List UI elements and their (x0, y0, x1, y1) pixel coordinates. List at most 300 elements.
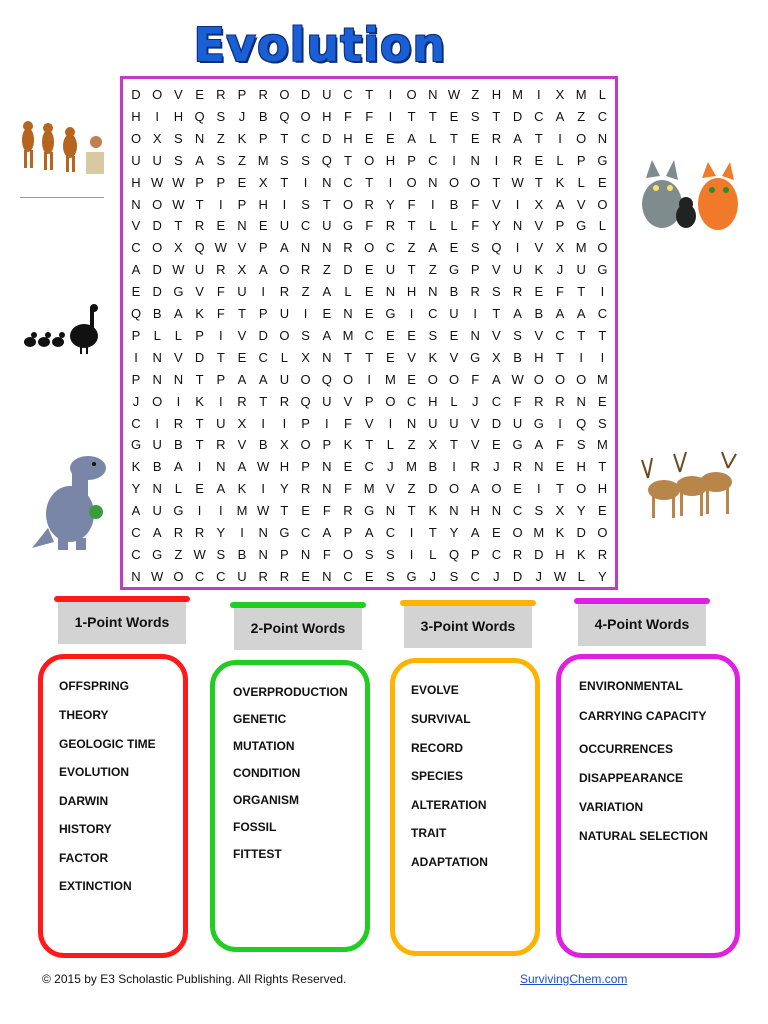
grid-letter[interactable]: N (597, 130, 608, 146)
grid-letter[interactable]: F (471, 371, 480, 387)
grid-letter[interactable]: F (216, 306, 225, 321)
grid-letter[interactable]: S (216, 546, 226, 562)
grid-letter[interactable]: I (388, 108, 393, 124)
grid-letter[interactable]: O (491, 481, 502, 497)
grid-letter[interactable]: Z (238, 152, 246, 168)
grid-letter[interactable]: O (152, 87, 163, 102)
grid-letter[interactable]: F (556, 437, 564, 453)
grid-letter[interactable]: V (364, 415, 374, 431)
grid-letter[interactable]: K (131, 459, 141, 475)
grid-letter[interactable]: Y (492, 218, 501, 234)
grid-letter[interactable]: W (447, 87, 461, 102)
grid-letter[interactable]: T (598, 327, 607, 343)
grid-letter[interactable]: W (214, 240, 227, 256)
grid-letter[interactable]: A (470, 481, 480, 497)
grid-letter[interactable]: F (322, 546, 331, 562)
grid-letter[interactable]: Z (322, 262, 331, 278)
grid-letter[interactable]: I (218, 327, 223, 343)
grid-letter[interactable]: C (385, 240, 396, 256)
grid-letter[interactable]: Q (279, 108, 290, 124)
grid-letter[interactable]: C (406, 393, 417, 409)
grid-letter[interactable]: A (407, 130, 416, 146)
grid-letter[interactable]: O (470, 174, 481, 190)
grid-letter[interactable]: G (130, 437, 142, 453)
grid-letter[interactable]: M (342, 327, 354, 343)
grid-letter[interactable]: O (576, 130, 587, 146)
grid-letter[interactable]: S (216, 152, 226, 168)
grid-letter[interactable]: O (576, 481, 587, 497)
grid-letter[interactable]: I (388, 87, 393, 102)
grid-letter[interactable]: L (174, 481, 182, 497)
grid-letter[interactable]: I (367, 371, 371, 387)
grid-letter[interactable]: E (131, 284, 141, 300)
grid-letter[interactable]: I (261, 284, 265, 300)
grid-letter[interactable]: Z (407, 437, 416, 453)
grid-letter[interactable]: U (512, 415, 523, 431)
grid-letter[interactable]: O (364, 152, 375, 168)
grid-letter[interactable]: R (300, 481, 311, 497)
grid-letter[interactable]: R (555, 393, 565, 409)
grid-letter[interactable]: M (533, 525, 545, 540)
grid-letter[interactable]: R (300, 262, 311, 278)
grid-letter[interactable]: K (195, 393, 204, 409)
grid-letter[interactable]: B (258, 108, 268, 124)
grid-letter[interactable]: V (174, 349, 183, 365)
grid-letter[interactable]: B (258, 437, 268, 453)
grid-letter[interactable]: U (237, 568, 247, 584)
grid-letter[interactable]: E (386, 130, 395, 146)
grid-letter[interactable]: C (258, 349, 268, 365)
grid-letter[interactable]: S (364, 546, 374, 562)
grid-letter[interactable]: T (556, 349, 564, 365)
grid-letter[interactable]: L (429, 130, 437, 146)
grid-letter[interactable]: M (575, 87, 587, 102)
grid-letter[interactable]: T (280, 130, 289, 146)
grid-letter[interactable]: D (258, 327, 268, 343)
grid-letter[interactable]: O (533, 371, 544, 387)
grid-letter[interactable]: C (597, 108, 608, 124)
grid-letter[interactable]: D (131, 87, 141, 102)
grid-letter[interactable]: S (216, 108, 226, 124)
grid-letter[interactable]: C (300, 218, 311, 234)
grid-letter[interactable]: V (195, 284, 204, 300)
grid-letter[interactable]: C (512, 503, 523, 519)
grid-letter[interactable]: L (577, 568, 585, 584)
grid-letter[interactable]: H (491, 87, 502, 102)
grid-letter[interactable]: G (576, 218, 587, 234)
grid-letter[interactable]: C (131, 415, 141, 431)
grid-letter[interactable]: E (513, 481, 522, 497)
grid-letter[interactable]: V (470, 415, 480, 431)
grid-letter[interactable]: N (385, 503, 396, 519)
grid-letter[interactable]: I (558, 415, 562, 431)
grid-letter[interactable]: F (216, 284, 225, 300)
grid-letter[interactable]: N (576, 393, 586, 409)
grid-letter[interactable]: P (470, 262, 480, 278)
grid-letter[interactable]: W (511, 371, 524, 387)
grid-letter[interactable]: Q (321, 371, 332, 387)
grid-letter[interactable]: S (386, 568, 395, 584)
grid-letter[interactable]: I (536, 87, 541, 102)
grid-letter[interactable]: E (386, 349, 395, 365)
grid-letter[interactable]: I (515, 196, 520, 212)
grid-letter[interactable]: A (237, 459, 247, 475)
grid-letter[interactable]: C (534, 108, 544, 124)
grid-letter[interactable]: N (237, 218, 247, 234)
grid-letter[interactable]: V (470, 437, 480, 453)
grid-letter[interactable]: N (406, 415, 417, 431)
grid-letter[interactable]: C (300, 525, 311, 540)
grid-letter[interactable]: O (427, 371, 438, 387)
grid-letter[interactable]: O (130, 130, 142, 146)
grid-letter[interactable]: J (493, 568, 500, 584)
grid-letter[interactable]: S (449, 568, 459, 584)
grid-letter[interactable]: I (452, 152, 456, 168)
grid-letter[interactable]: G (385, 306, 396, 321)
grid-letter[interactable]: D (534, 546, 544, 562)
grid-letter[interactable]: L (153, 327, 161, 343)
grid-letter[interactable]: K (534, 262, 544, 278)
grid-letter[interactable]: N (322, 174, 332, 190)
grid-letter[interactable]: O (152, 196, 163, 212)
grid-letter[interactable]: R (343, 503, 353, 519)
grid-letter[interactable]: F (365, 218, 374, 234)
grid-letter[interactable]: H (322, 108, 332, 124)
grid-letter[interactable]: L (450, 218, 458, 234)
grid-letter[interactable]: K (343, 437, 353, 453)
grid-letter[interactable]: V (131, 218, 141, 234)
grid-letter[interactable]: J (471, 393, 479, 409)
grid-letter[interactable]: K (237, 130, 247, 146)
grid-letter[interactable]: F (322, 503, 331, 519)
grid-letter[interactable]: S (174, 130, 183, 146)
grid-letter[interactable]: X (534, 196, 544, 212)
grid-letter[interactable]: S (174, 152, 183, 168)
grid-letter[interactable]: Q (130, 306, 142, 321)
grid-letter[interactable]: N (194, 130, 205, 146)
grid-letter[interactable]: Z (407, 481, 416, 497)
grid-letter[interactable]: Q (576, 415, 587, 431)
grid-letter[interactable]: I (282, 415, 287, 431)
grid-letter[interactable]: N (173, 371, 184, 387)
grid-letter[interactable]: B (534, 306, 544, 321)
grid-letter[interactable]: N (131, 568, 141, 584)
grid-letter[interactable]: T (344, 349, 352, 365)
grid-letter[interactable]: U (194, 262, 205, 278)
grid-letter[interactable]: Q (194, 240, 205, 256)
grid-letter[interactable]: N (258, 525, 268, 540)
grid-letter[interactable]: E (555, 459, 565, 475)
grid-letter[interactable]: M (236, 503, 248, 519)
grid-letter[interactable]: Y (280, 481, 289, 497)
grid-letter[interactable]: X (237, 262, 247, 278)
grid-letter[interactable]: G (512, 437, 523, 453)
grid-letter[interactable]: S (386, 546, 395, 562)
grid-letter[interactable]: R (512, 152, 523, 168)
grid-letter[interactable]: N (385, 284, 396, 300)
grid-letter[interactable]: H (131, 174, 141, 190)
grid-letter[interactable]: U (152, 152, 162, 168)
grid-letter[interactable]: R (279, 393, 290, 409)
grid-letter[interactable]: P (301, 459, 310, 475)
grid-letter[interactable]: I (409, 546, 414, 562)
grid-letter[interactable]: R (512, 546, 523, 562)
grid-letter[interactable]: T (344, 152, 352, 168)
grid-letter[interactable]: E (598, 393, 607, 409)
grid-letter[interactable]: Q (321, 152, 332, 168)
grid-letter[interactable]: M (596, 437, 608, 453)
grid-letter[interactable]: P (407, 152, 416, 168)
grid-letter[interactable]: D (491, 415, 502, 431)
grid-letter[interactable]: P (195, 327, 204, 343)
grid-letter[interactable]: W (553, 568, 567, 584)
grid-letter[interactable]: R (194, 525, 205, 540)
grid-letter[interactable]: S (301, 196, 310, 212)
grid-letter[interactable]: H (173, 108, 184, 124)
grid-letter[interactable]: T (450, 437, 458, 453)
grid-letter[interactable]: W (151, 568, 164, 584)
grid-letter[interactable]: K (428, 503, 438, 519)
grid-letter[interactable]: H (131, 108, 141, 124)
grid-letter[interactable]: E (195, 87, 204, 102)
grid-letter[interactable]: X (555, 503, 565, 519)
grid-letter[interactable]: E (364, 568, 374, 584)
grid-letter[interactable]: C (428, 306, 438, 321)
grid-letter[interactable]: O (448, 174, 460, 190)
grid-letter[interactable]: Y (449, 525, 459, 540)
grid-letter[interactable]: R (216, 437, 226, 453)
grid-letter[interactable]: E (492, 437, 501, 453)
grid-letter[interactable]: I (579, 349, 583, 365)
grid-letter[interactable]: N (300, 240, 311, 256)
grid-letter[interactable]: D (576, 525, 586, 540)
grid-letter[interactable]: T (259, 393, 268, 409)
grid-letter[interactable]: X (152, 130, 162, 146)
grid-letter[interactable]: F (365, 108, 374, 124)
grid-letter[interactable]: O (576, 371, 587, 387)
grid-letter[interactable]: T (534, 174, 543, 190)
grid-letter[interactable]: A (513, 306, 522, 321)
grid-letter[interactable]: F (513, 393, 522, 409)
grid-letter[interactable]: V (492, 262, 501, 278)
grid-letter[interactable]: G (364, 503, 375, 519)
grid-letter[interactable]: V (576, 196, 586, 212)
grid-letter[interactable]: O (279, 327, 290, 343)
grid-letter[interactable]: P (364, 393, 374, 409)
grid-letter[interactable]: V (492, 196, 501, 212)
grid-letter[interactable]: T (365, 349, 374, 365)
grid-letter[interactable]: N (343, 306, 353, 321)
grid-letter[interactable]: W (151, 174, 164, 190)
grid-letter[interactable]: O (173, 568, 184, 584)
grid-letter[interactable]: T (365, 87, 374, 102)
grid-letter[interactable]: D (512, 568, 523, 584)
grid-letter[interactable]: C (343, 568, 353, 584)
grid-letter[interactable]: L (174, 327, 182, 343)
grid-letter[interactable]: O (342, 546, 354, 562)
grid-letter[interactable]: C (385, 525, 396, 540)
grid-letter[interactable]: T (598, 459, 607, 475)
grid-letter[interactable]: D (152, 262, 162, 278)
grid-letter[interactable]: B (152, 459, 162, 475)
grid-letter[interactable]: O (152, 240, 163, 256)
grid-letter[interactable]: C (343, 174, 353, 190)
grid-letter[interactable]: S (470, 240, 480, 256)
grid-letter[interactable]: N (534, 459, 544, 475)
grid-letter[interactable]: Z (428, 262, 437, 278)
grid-letter[interactable]: J (429, 568, 437, 584)
grid-letter[interactable]: E (364, 130, 374, 146)
grid-letter[interactable]: V (174, 87, 183, 102)
grid-letter[interactable]: T (407, 503, 416, 519)
grid-letter[interactable]: O (406, 87, 417, 102)
grid-letter[interactable]: V (237, 437, 247, 453)
grid-letter[interactable]: N (258, 546, 268, 562)
grid-letter[interactable]: G (279, 525, 290, 540)
grid-letter[interactable]: R (343, 240, 353, 256)
grid-letter[interactable]: L (598, 87, 606, 102)
grid-letter[interactable]: I (218, 393, 223, 409)
grid-letter[interactable]: N (428, 174, 438, 190)
grid-letter[interactable]: R (470, 459, 480, 475)
grid-letter[interactable]: I (536, 481, 541, 497)
grid-letter[interactable]: H (385, 152, 396, 168)
grid-letter[interactable]: E (407, 327, 416, 343)
grid-letter[interactable]: P (237, 87, 247, 102)
grid-letter[interactable]: I (261, 481, 265, 497)
grid-letter[interactable]: W (257, 459, 270, 475)
grid-letter[interactable]: A (555, 196, 565, 212)
grid-letter[interactable]: O (152, 393, 163, 409)
grid-letter[interactable]: I (155, 415, 159, 431)
grid-letter[interactable]: R (512, 284, 523, 300)
grid-letter[interactable]: T (365, 174, 374, 190)
grid-letter[interactable]: C (131, 525, 141, 540)
grid-letter[interactable]: A (195, 152, 204, 168)
grid-letter[interactable]: D (152, 218, 162, 234)
grid-letter[interactable]: R (216, 262, 226, 278)
grid-letter[interactable]: R (364, 196, 374, 212)
grid-letter[interactable]: P (258, 130, 268, 146)
grid-letter[interactable]: C (491, 546, 502, 562)
grid-letter[interactable]: B (513, 349, 522, 365)
grid-letter[interactable]: H (597, 481, 608, 497)
grid-letter[interactable]: Z (174, 546, 183, 562)
grid-letter[interactable]: J (387, 459, 394, 475)
grid-letter[interactable]: U (385, 262, 396, 278)
grid-letter[interactable]: N (449, 503, 459, 519)
grid-letter[interactable]: P (343, 525, 353, 540)
grid-letter[interactable]: I (134, 349, 138, 365)
grid-letter[interactable]: U (512, 262, 523, 278)
grid-letter[interactable]: R (237, 393, 247, 409)
grid-letter[interactable]: U (237, 284, 247, 300)
grid-letter[interactable]: T (174, 218, 183, 234)
grid-letter[interactable]: A (174, 306, 183, 321)
grid-letter[interactable]: I (473, 306, 477, 321)
grid-letter[interactable]: C (491, 393, 502, 409)
grid-letter[interactable]: A (534, 437, 544, 453)
grid-letter[interactable]: T (365, 437, 374, 453)
grid-letter[interactable]: M (512, 87, 524, 102)
grid-letter[interactable]: B (152, 306, 162, 321)
grid-letter[interactable]: G (448, 262, 460, 278)
grid-letter[interactable]: E (386, 327, 395, 343)
grid-letter[interactable]: N (152, 349, 162, 365)
grid-letter[interactable]: L (577, 174, 585, 190)
grid-letter[interactable]: H (534, 349, 544, 365)
grid-letter[interactable]: I (240, 525, 244, 540)
grid-letter[interactable]: O (342, 196, 354, 212)
grid-letter[interactable]: S (428, 327, 438, 343)
grid-letter[interactable]: O (448, 371, 460, 387)
grid-letter[interactable]: I (452, 459, 456, 475)
grid-letter[interactable]: N (322, 568, 332, 584)
grid-letter[interactable]: N (428, 284, 438, 300)
grid-letter[interactable]: M (406, 459, 418, 475)
website-link[interactable]: SurvivingChem.com (520, 972, 628, 986)
grid-letter[interactable]: N (152, 371, 162, 387)
grid-letter[interactable]: N (322, 240, 332, 256)
grid-letter[interactable]: T (322, 196, 331, 212)
grid-letter[interactable]: I (430, 196, 435, 212)
grid-letter[interactable]: O (300, 108, 311, 124)
grid-letter[interactable]: T (492, 174, 501, 190)
grid-letter[interactable]: J (132, 393, 140, 409)
grid-letter[interactable]: T (428, 108, 437, 124)
grid-letter[interactable]: T (556, 481, 564, 497)
grid-letter[interactable]: S (301, 327, 310, 343)
grid-letter[interactable]: O (300, 437, 311, 453)
grid-letter[interactable]: A (131, 503, 141, 519)
grid-letter[interactable]: E (195, 481, 204, 497)
grid-letter[interactable]: U (279, 371, 290, 387)
grid-letter[interactable]: C (131, 546, 141, 562)
grid-letter[interactable]: L (386, 437, 394, 453)
grid-letter[interactable]: M (575, 240, 587, 256)
grid-letter[interactable]: P (216, 371, 226, 387)
grid-letter[interactable]: T (238, 306, 246, 321)
grid-letter[interactable]: Q (491, 240, 502, 256)
grid-letter[interactable]: L (344, 284, 352, 300)
grid-letter[interactable]: I (218, 196, 223, 212)
grid-letter[interactable]: N (152, 481, 162, 497)
grid-letter[interactable]: D (322, 130, 332, 146)
grid-letter[interactable]: N (322, 349, 332, 365)
grid-letter[interactable]: R (258, 87, 268, 102)
grid-letter[interactable]: Y (216, 525, 226, 540)
grid-letter[interactable]: A (237, 371, 247, 387)
grid-letter[interactable]: A (513, 130, 522, 146)
grid-letter[interactable]: V (237, 327, 247, 343)
grid-letter[interactable]: E (237, 349, 247, 365)
grid-letter[interactable]: J (238, 108, 246, 124)
grid-letter[interactable]: P (195, 174, 204, 190)
grid-letter[interactable]: K (428, 349, 438, 365)
grid-letter[interactable]: A (555, 108, 565, 124)
grid-letter[interactable]: Z (301, 284, 310, 300)
grid-letter[interactable]: B (237, 546, 247, 562)
grid-letter[interactable]: X (428, 437, 438, 453)
grid-letter[interactable]: E (301, 568, 310, 584)
grid-letter[interactable]: Z (407, 240, 416, 256)
grid-letter[interactable]: V (407, 349, 416, 365)
grid-letter[interactable]: F (344, 415, 352, 431)
grid-letter[interactable]: H (279, 459, 290, 475)
grid-letter[interactable]: R (491, 130, 502, 146)
grid-letter[interactable]: Z (216, 130, 225, 146)
grid-letter[interactable]: H (470, 503, 480, 519)
